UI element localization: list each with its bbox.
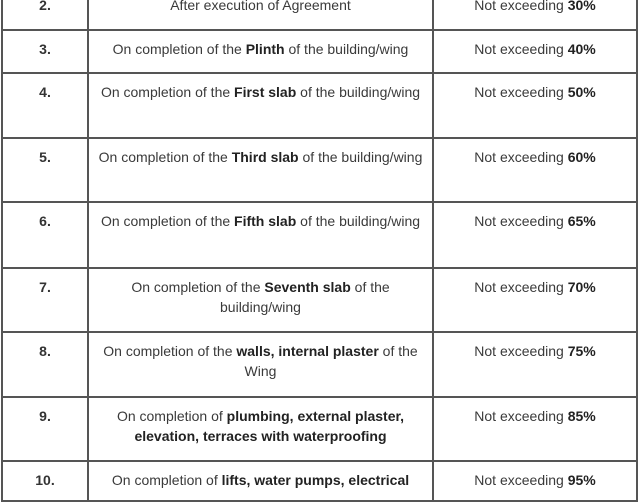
limit-percent: 70% xyxy=(567,279,596,295)
table-row xyxy=(2,73,637,138)
limit-percent: 75% xyxy=(567,343,596,359)
stage-description xyxy=(88,30,433,73)
stage-text: of the building/wing xyxy=(284,41,409,57)
table-row xyxy=(2,332,637,397)
payment-schedule-table xyxy=(1,0,638,502)
limit-percent: 85% xyxy=(567,408,596,424)
payment-limit xyxy=(433,461,637,501)
limit-prefix: Not exceeding xyxy=(474,343,568,359)
payment-limit xyxy=(433,73,637,138)
row-number: 4. xyxy=(2,73,88,138)
payment-limit xyxy=(433,0,637,30)
limit-prefix: Not exceeding xyxy=(474,213,568,229)
row-number: 2. xyxy=(2,0,88,30)
table-row xyxy=(2,30,637,73)
stage-description xyxy=(88,0,433,30)
payment-limit xyxy=(433,30,637,73)
stage-description xyxy=(88,397,433,461)
limit-prefix: Not exceeding xyxy=(474,149,568,165)
limit-prefix: Not exceeding xyxy=(474,0,568,13)
stage-text: On completion of xyxy=(116,408,227,424)
stage-highlight: Plinth xyxy=(245,41,285,57)
limit-percent: 40% xyxy=(567,41,596,57)
stage-description xyxy=(88,202,433,268)
stage-text: On completion of the xyxy=(98,149,232,165)
stage-description xyxy=(88,268,433,332)
limit-percent: 50% xyxy=(567,84,596,100)
stage-highlight: Fifth slab xyxy=(234,213,297,229)
stage-text: On completion of the xyxy=(100,84,235,100)
payment-limit xyxy=(433,202,637,268)
row-number: 8. xyxy=(2,332,88,397)
stage-text: of the building/wing xyxy=(298,149,423,165)
table-row xyxy=(2,138,637,202)
stage-description xyxy=(88,332,433,397)
stage-text: of the building/wing xyxy=(296,84,421,100)
row-number: 3. xyxy=(2,30,88,73)
stage-highlight: plumbing, external plaster, elevation, terraces with waterproofing xyxy=(134,408,405,444)
stage-highlight: lifts, water pumps, electrical xyxy=(221,472,410,488)
payment-limit xyxy=(433,332,637,397)
limit-prefix: Not exceeding xyxy=(474,84,568,100)
stage-description xyxy=(88,461,433,501)
payment-limit xyxy=(433,138,637,202)
stage-text: On completion of the xyxy=(100,213,235,229)
stage-text: On completion of the xyxy=(103,343,237,359)
stage-description xyxy=(88,138,433,202)
limit-prefix: Not exceeding xyxy=(474,472,568,488)
limit-percent: 30% xyxy=(567,0,596,13)
row-number: 10. xyxy=(2,461,88,501)
payment-limit xyxy=(433,397,637,461)
limit-percent: 65% xyxy=(567,213,596,229)
limit-percent: 95% xyxy=(567,472,596,488)
row-number: 6. xyxy=(2,202,88,268)
stage-highlight: Third slab xyxy=(231,149,299,165)
stage-highlight: walls, internal plaster xyxy=(236,343,379,359)
limit-prefix: Not exceeding xyxy=(474,279,568,295)
table-row xyxy=(2,202,637,268)
table-row xyxy=(2,0,637,30)
row-number: 7. xyxy=(2,268,88,332)
stage-text: After execution of Agreement xyxy=(170,0,351,13)
stage-highlight: Seventh slab xyxy=(264,279,351,295)
stage-text: On completion of xyxy=(111,472,222,488)
limit-percent: 60% xyxy=(567,149,596,165)
table-row xyxy=(2,397,637,461)
stage-highlight: First slab xyxy=(234,84,297,100)
stage-text: of the Wing xyxy=(244,343,418,379)
row-number: 5. xyxy=(2,138,88,202)
stage-text: of the building/wing xyxy=(220,279,390,315)
payment-limit xyxy=(433,268,637,332)
stage-description xyxy=(88,73,433,138)
stage-text: of the building/wing xyxy=(296,213,421,229)
stage-text: On completion of the xyxy=(131,279,265,295)
stage-text: On completion of the xyxy=(112,41,246,57)
limit-prefix: Not exceeding xyxy=(474,41,568,57)
limit-prefix: Not exceeding xyxy=(474,408,568,424)
table-row xyxy=(2,461,637,501)
row-number: 9. xyxy=(2,397,88,461)
table-row xyxy=(2,268,637,332)
